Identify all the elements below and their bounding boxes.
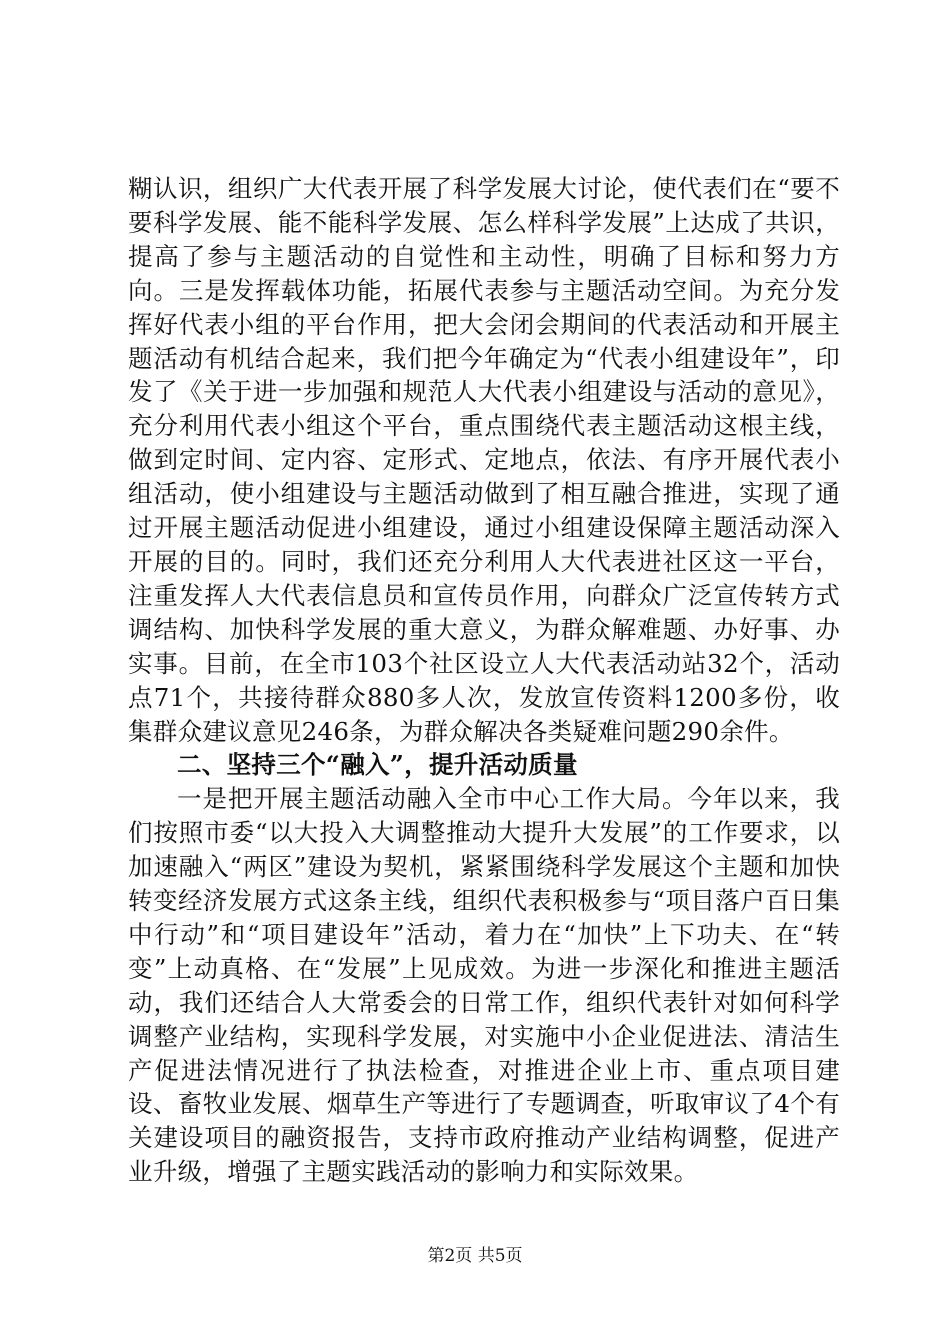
paragraph-section-two: 一是把开展主题活动融入全市中心工作大局。今年以来，我们按照市委“以大投入大调整推动大提升大发展”的工作要求，以加速融入“两区”建设为契机，紧紧围绕科学发展这个主题和加快转变经济发展方式这条主线，组织代表积极参与“项目落户百日集中行动”和“项目建设年”活动，着力在“加快”上下功夫、在“转变”上动真格、在“发展”上见成效。为进一步深化和推进主题活动，我们还结合人大常委会的日常工作，组织代表针对如何科学调整产业结构，实现科学发展，对实施中小企业促进法、清洁生产促进法情况进行了执法检查，对推进企业上市、重点项目建设、畜牧业发展、烟草生产等进行了专题调查，听取审议了4个有关建设项目的融资报告，支持市政府推动产业结构调整，促进产业升级，增强了主题实践活动的影响力和实际效果。 xyxy=(128,784,840,1187)
section-heading: 二、坚持三个“融入”，提升活动质量 xyxy=(177,750,578,780)
page-number-footer: 第2页 共5页 xyxy=(427,1246,523,1266)
paragraph-continued: 糊认识，组织广大代表开展了科学发展大讨论，使代表们在“要不要科学发展、能不能科学发展、怎么样科学发展”上达成了共识，提高了参与主题活动的自觉性和主动性，明确了目标和努力方向。三是发挥载体功能，拓展代表参与主题活动空间。为充分发挥好代表小组的平台作用，把大会闭会期间的代表活动和开展主题活动有机结合起来，我们把今年确定为“代表小组建设年”，印发了《关于进一步加强和规范人大代表小组建设与活动的意见》，充分利用代表小组这个平台，重点围绕代表主题活动这根主线，做到定时间、定内容、定形式、定地点，依法、有序开展代表小组活动，使小组建设与主题活动做到了相互融合推进，实现了通过开展主题活动促进小组建设，通过小组建设保障主题活动深入开展的目的。同时，我们还充分利用人大代表进社区这一平台，注重发挥人大代表信息员和宣传员作用，向群众广泛宣传转方式调结构、加快科学发展的重大意义，为群众解难题、办好事、办实事。目前，在全市103个社区设立人大代表活动站32个，活动点71个，共接待群众880多人次，发放宣传资料1200多份，收集群众建议意见246条，为群众解决各类疑难问题290余件。 xyxy=(128,174,840,746)
document-body xyxy=(128,172,840,1189)
